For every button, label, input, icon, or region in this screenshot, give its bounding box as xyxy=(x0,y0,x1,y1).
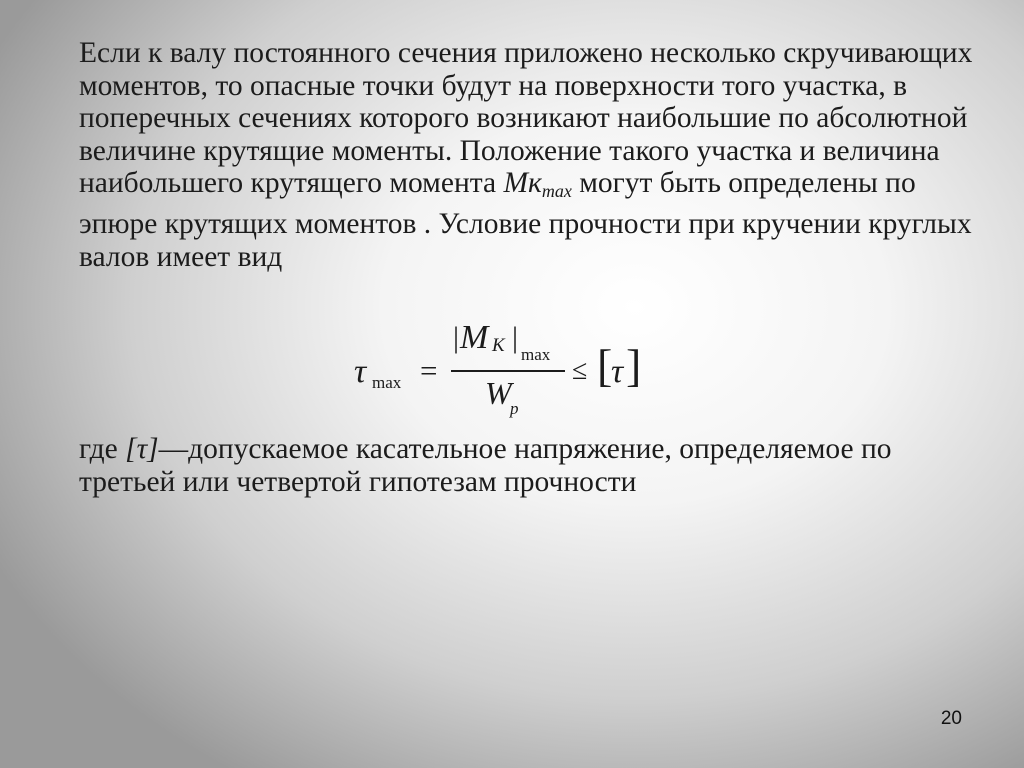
strength-condition-formula xyxy=(340,315,660,425)
formula-denominator-w: W xyxy=(485,375,512,411)
formula-lhs-tau: τ xyxy=(354,353,367,390)
formula-rhs-tau: τ xyxy=(611,353,624,390)
formula-numerator-m: M xyxy=(460,319,489,356)
formula-numerator-k: K xyxy=(492,335,505,356)
formula-abs-right-bar: | xyxy=(512,321,519,354)
torque-symbol: Мк xyxy=(503,167,542,200)
torque-symbol-subscript: max xyxy=(541,181,572,202)
allowable-stress-symbol: [τ] xyxy=(125,433,159,465)
formula-lhs-subscript: max xyxy=(372,373,402,392)
formula-right-bracket: ] xyxy=(626,340,642,391)
formula-denominator-subscript: p xyxy=(510,399,519,418)
page-number: 20 xyxy=(940,708,962,729)
formula-numerator-subscript: max xyxy=(521,345,551,364)
formula-equals-sign: = xyxy=(420,353,438,388)
intro-paragraph xyxy=(79,37,979,273)
definition-text: —допускаемое касательное напряжение, определяемое по третьей или четвертой гипотезам прочности xyxy=(79,433,892,498)
formula-less-equal-sign: ≤ xyxy=(572,355,588,386)
intro-text: Если к валу постоянного сечения приложено несколько скручивающих моментов, то опасные точки будут на поверхности того участка, в поперечных сечениях которого возникают наибольшие по абсолютной величине крутящие моменты. Положение такого участка и величина наибольшего крутящего момента xyxy=(79,37,973,200)
formula-left-bracket: [ xyxy=(597,340,613,391)
formula-abs-left-bar: | xyxy=(453,321,460,354)
formula-fraction-line xyxy=(451,370,565,372)
definition-paragraph xyxy=(79,433,979,498)
definition-text-start: где xyxy=(79,433,126,465)
intro-text-continued: могут быть определены по эпюре крутящих моментов . Условие прочности при кручении круглых валов имеет вид xyxy=(79,167,972,273)
